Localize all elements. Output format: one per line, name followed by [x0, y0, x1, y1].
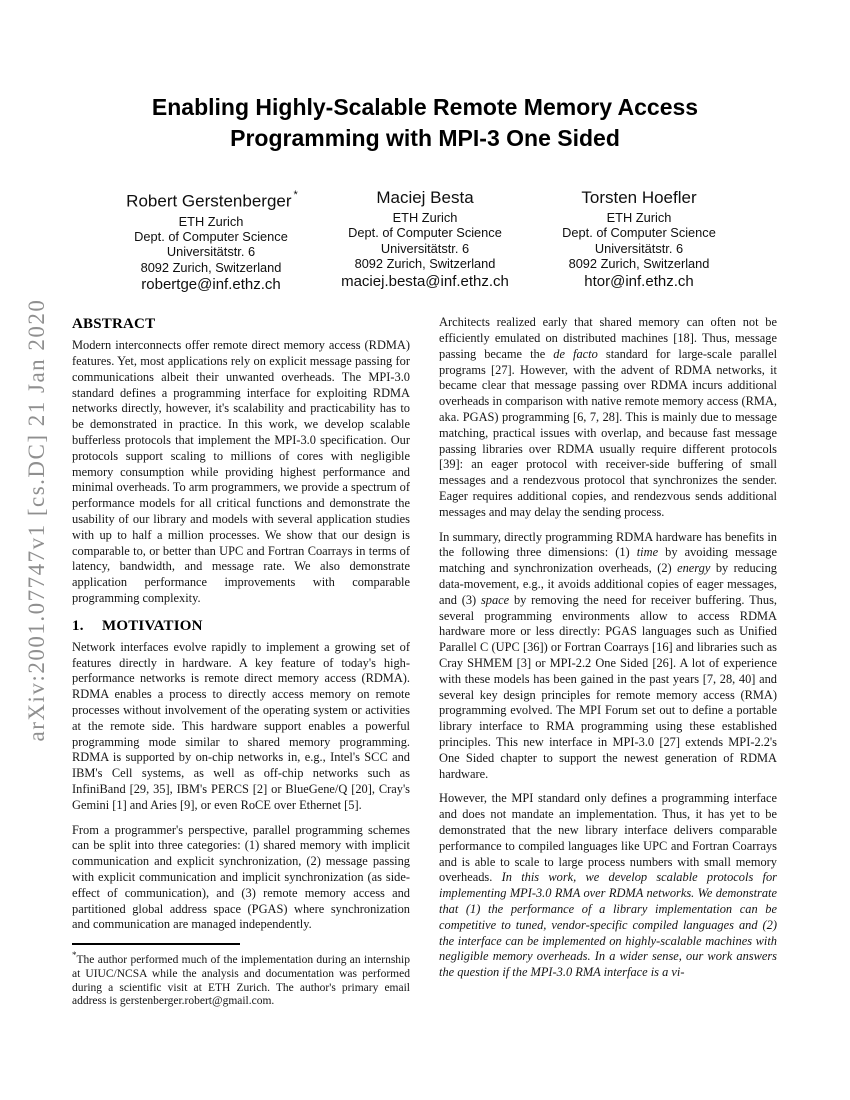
author-block-1 — [104, 187, 318, 294]
text-segment: Architects realized early that shared memory can often not be efficiently emulated on distributed machines [18]. Thus, message passing became the — [439, 315, 777, 361]
text-segment-italic: time — [636, 545, 659, 560]
author-email: maciej.besta@inf.ethz.ch — [341, 272, 509, 290]
text-segment-italic: space — [480, 592, 510, 607]
right-paragraph-1 — [439, 315, 777, 520]
section-title: MOTIVATION — [102, 617, 203, 634]
author-email: robertge@inf.ethz.ch — [141, 276, 281, 294]
author-footnote-mark: * — [293, 189, 298, 201]
text-segment-italic: In this work, we develop scalable protocols for implementing MPI-3.0 RMA over RDMA networks. We demonstrate that (1) the performance of a library implementation can be competitive to tuned, vendor-specific compiled languages and (2) the interface can be implemented on highly-scalable machines with negligible memory overheads. In a wider sense, our work answers the question if the MPI-3.0 RMA interface is a vi- — [439, 870, 777, 980]
author-affiliation-line: ETH Zurich — [178, 213, 244, 229]
author-block-3 — [532, 187, 746, 294]
author-affiliation-line: Universitätstr. 6 — [166, 244, 256, 260]
text-segment-italic: energy — [677, 561, 711, 576]
author-name — [104, 187, 318, 212]
author-name-text: Torsten Hoefler — [581, 188, 697, 207]
footnote-rule — [72, 943, 240, 945]
footnote-marker: * — [72, 950, 77, 961]
text-segment-italic: de facto — [553, 346, 598, 361]
footnote-text — [72, 949, 410, 1009]
author-affiliation-line: 8092 Zurich, Switzerland — [140, 259, 282, 275]
arxiv-watermark: arXiv:2001.07747v1 [cs.DC] 21 Jan 2020 — [24, 298, 49, 742]
body-columns — [0, 315, 850, 1009]
text-segment: by avoiding message matching and synchronization overheads, (2) — [439, 545, 777, 576]
footnote — [72, 943, 410, 1009]
text-segment: standard for large-scale parallel programs [27]. However, with the advent of RDMA networks, it became clear that message passing over RDMA incurs additional overheads in comparison with native remote memory access (RMA, aka. PGAS) programming [6, 7, 28]. This is mainly due to message matching, practical issues with overlap, and because fast message passing libraries over RDMA usually require different protocols [39]: an eager protocol with receiver-side buffering of small messages and a rendezvous protocol that synchronizes the sender. Eager requires additional copies, and rendezvous sends additional messages and may delay the sending process. — [439, 346, 778, 519]
title-line-1: Enabling Highly-Scalable Remote Memory Access — [151, 94, 699, 120]
author-name — [318, 187, 532, 208]
abstract-paragraph: Modern interconnects offer remote direct memory access (RDMA) features. Yet, most applications rely on explicit message passing for communications albeit their unwanted overheads. The MPI-3.0 standard defines a programming interface for exploiting RDMA networks directly, however, it's scalability and practicability has to be demonstrated in practice. In this work, we develop scalable bufferless protocols that implement the MPI-3.0 specification. Our protocols support scaling to millions of cores with negligible memory consumption while providing highest performance and minimal overheads. To arm programmers, we provide a spectrum of performance models for all critical functions and demonstrate the usability of our library and models with several application studies with up to half a million processes. We show that our design is comparable to, or better than UPC and Fortran Coarrays in terms of latency, bandwidth, and message rate. We also demonstrate application performance improvements with comparable programming complexity. — [72, 338, 410, 606]
title-line-2: Programming with MPI-3 One Sided — [230, 125, 620, 151]
text-segment: However, the MPI standard only defines a programming interface and does not mandate an implementation. Thus, it has yet to be demonstrated that the new library interface delivers comparable performance to compiled languages like UPC and Fortran Coarrays and is able to scale to large process numbers with small memory overheads. — [439, 791, 777, 885]
author-affiliation-line: ETH Zurich — [606, 210, 672, 225]
author-affiliation-line: Dept. of Computer Science — [134, 229, 288, 245]
section-number: 1. — [72, 617, 84, 634]
author-list — [0, 187, 850, 294]
author-name-text: Maciej Besta — [376, 188, 474, 207]
author-affiliation-line: Universitätstr. 6 — [594, 240, 684, 256]
author-affiliation-line: Dept. of Computer Science — [348, 225, 502, 241]
motivation-paragraph-1: Network interfaces evolve rapidly to implement a growing set of features directly in hardware. A key feature of today's high-performance networks is remote direct memory access (RDMA). RDMA enables a process to directly access memory on remote processes without involvement of the operating system or activities at the remote side. This hardware support enables a powerful programming mode similar to shared memory programming. RDMA is supported by on-chip networks in, e.g., Intel's SCC and IBM's Cell systems, as well as off-chip networks such as InfiniBand [29, 35], IBM's PERCS [2] or BlueGene/Q [20], Cray's Gemini [1] and Aries [9], or even RoCE over Ethernet [5]. — [72, 639, 410, 812]
abstract-heading: ABSTRACT — [72, 316, 156, 333]
text-segment: by reducing data-movement, e.g., it avoids additional copies of eager messages, and (3) — [439, 561, 777, 607]
author-affiliation-line: Dept. of Computer Science — [562, 225, 716, 241]
author-affiliation-line: ETH Zurich — [392, 210, 458, 225]
right-column — [439, 315, 777, 1009]
author-name — [532, 187, 746, 208]
motivation-paragraph-2: From a programmer's perspective, parallel programming schemes can be split into three categories: (1) shared memory with implicit communication and explicit synchronization, (2) message passing with explicit communication and implicit synchronization (as side-effect of communication), and (3) remote memory access and partitioned global address space (PGAS) where synchronization and communication are managed independently. — [72, 822, 410, 932]
right-paragraph-3 — [439, 791, 777, 981]
left-column — [72, 315, 410, 1009]
text-segment: In summary, directly programming RDMA hardware has benefits in the following three dimensions: (1) — [439, 529, 777, 560]
author-affiliation-line: 8092 Zurich, Switzerland — [568, 256, 710, 272]
right-paragraph-2 — [439, 530, 777, 783]
author-affiliation-line: 8092 Zurich, Switzerland — [354, 256, 496, 272]
text-segment: by removing the need for receiver buffering. Thus, several programming environments allow to access RDMA hardware more or less directly: PGAS languages such as Unified Parallel C (UPC [36]) or Fortran Coarrays [16] and libraries such as Cray SHMEM [3] or MPI-2.2 One Sided [26]. A lot of experience with these models has been gained in the past years [7, 28, 40] and several key design principles for remote memory access (RMA) programming evolved. The MPI Forum set out to define a portable library interface to RMA programming using these established principles. This new interface in MPI-3.0 [27] extends MPI-2.2's One Sided chapter to support the newest generation of RDMA hardware. — [439, 592, 777, 781]
paper-title — [0, 0, 850, 154]
section-heading-motivation — [72, 617, 410, 636]
author-block-2 — [318, 187, 532, 294]
footnote-body: The author performed much of the implementation during an internship at UIUC/NCSA while the analysis and documentation was performed during a scientific visit at ETH Zurich. The author's primary email address is gerstenberger.robert@gmail.com. — [72, 954, 410, 1008]
author-email: htor@inf.ethz.ch — [584, 272, 694, 290]
author-name-text: Robert Gerstenberger — [126, 191, 292, 211]
author-affiliation-line: Universitätstr. 6 — [380, 240, 470, 256]
